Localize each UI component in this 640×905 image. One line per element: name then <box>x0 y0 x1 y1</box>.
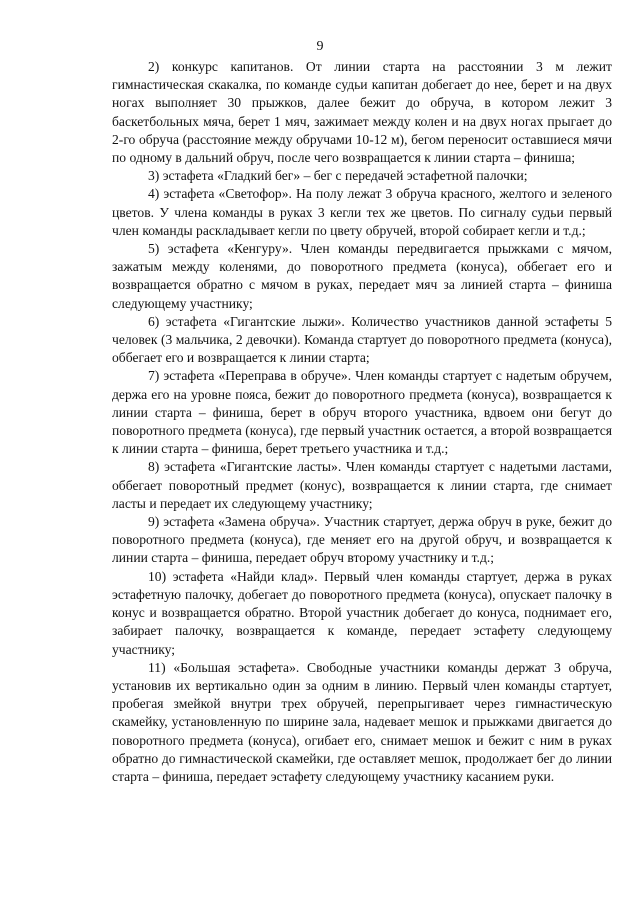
paragraph-traffic-light-relay: 4) эстафета «Светофор». На полу лежат 3 обруча красного, желтого и зеленого цветов. У члена команды в руках 3 кегли тех же цветов. По сигналу судьи первый член команды раскладывает кегли по цвету обручей, второй собирает кегли и т.д.; <box>112 186 612 238</box>
paragraph-giant-flippers-relay: 8) эстафета «Гигантские ласты». Член команды стартует с надетыми ластами, оббегает поворотный предмет (конус), возвращается к линии старта, где снимает ласты и передает их следующему участнику; <box>112 459 612 511</box>
page-number: 9 <box>316 39 324 54</box>
paragraph-captains-contest: 2) конкурс капитанов. От линии старта на расстоянии 3 м лежит гимнастическая скакалка, по команде судьи капитан добегает до нее, берет и на двух ногах выполняет 30 прыжков, далее бежит до обруча, в котором лежит 3 баскетбольных мяча, берет 1 мяч, зажимает между колен и на двух ногах прыгает до 2-го обруча (расстояние между обручами 10-12 м), бегом переносит оставшиеся мячи по одному в дальний обруч, после чего возвращается к линии старта – финиша; <box>112 59 612 166</box>
paragraph-giant-skis-relay: 6) эстафета «Гигантские лыжи». Количество участников данной эстафеты 5 человек (3 мальчика, 2 девочки). Команда стартует до поворотного предмета (конуса), оббегает его и возвращается к линии старта; <box>112 313 612 366</box>
paragraph-hoop-swap-relay: 9) эстафета «Замена обруча». Участник стартует, держа обруч в руке, бежит до поворотного предмета (конуса), где меняет его на другой обруч, и возвращается к линии старта – финиша, передает обруч второму участнику и т.д.; <box>112 514 612 566</box>
paragraph-find-treasure-relay: 10) эстафета «Найди клад». Первый член команды стартует, держа в руках эстафетную палочку, добегает до поворотного предмета (конуса), опускает палочку в конус и возвращается обратно. Второй участник добегает до конуса, поднимает его, забирает палочку, возвращается к команде, передает эстафету следующему участнику; <box>112 568 612 657</box>
paragraph-kangaroo-relay: 5) эстафета «Кенгуру». Член команды передвигается прыжками с мячом, зажатым между коленями, до поворотного предмета (конуса), оббегает его и возвращается обратно с мячом в руках, передает мяч за линией старта – финиша следующему участнику; <box>112 241 612 311</box>
paragraph-hoop-crossing-relay: 7) эстафета «Переправа в обруче». Член команды стартует с надетым обручем, держа его на уровне пояса, бежит до поворотного предмета (конуса), возвращается к линии старта – финиша, берет в обруч второго участника, вдвоем они бегут до поворотного предмета (конуса), где первый участник остается, а второй возвращается к линии старта – финиша, берет третьего участника и т.д.; <box>112 368 612 457</box>
body-text <box>112 58 612 786</box>
paragraph-smooth-run-relay: 3) эстафета «Гладкий бег» – бег с передачей эстафетной палочки; <box>148 168 528 184</box>
paragraph-big-relay: 11) «Большая эстафета». Свободные участники команды держат 3 обруча, установив их вертикально один за одним в линию. Первый член команды стартует, пробегая змейкой внутри трех обручей, перепрыгивает через гимнастическую скамейку, установленную по ширине зала, надевает мешок и прыжками двигается до поворотного предмета (конуса), огибает его, снимает мешок и бежит с ним в руках обратно до гимнастической скамейки, где оставляет мешок, продолжает бег до линии старта – финиша, передает эстафету следующему участнику касанием руки. <box>112 659 612 784</box>
